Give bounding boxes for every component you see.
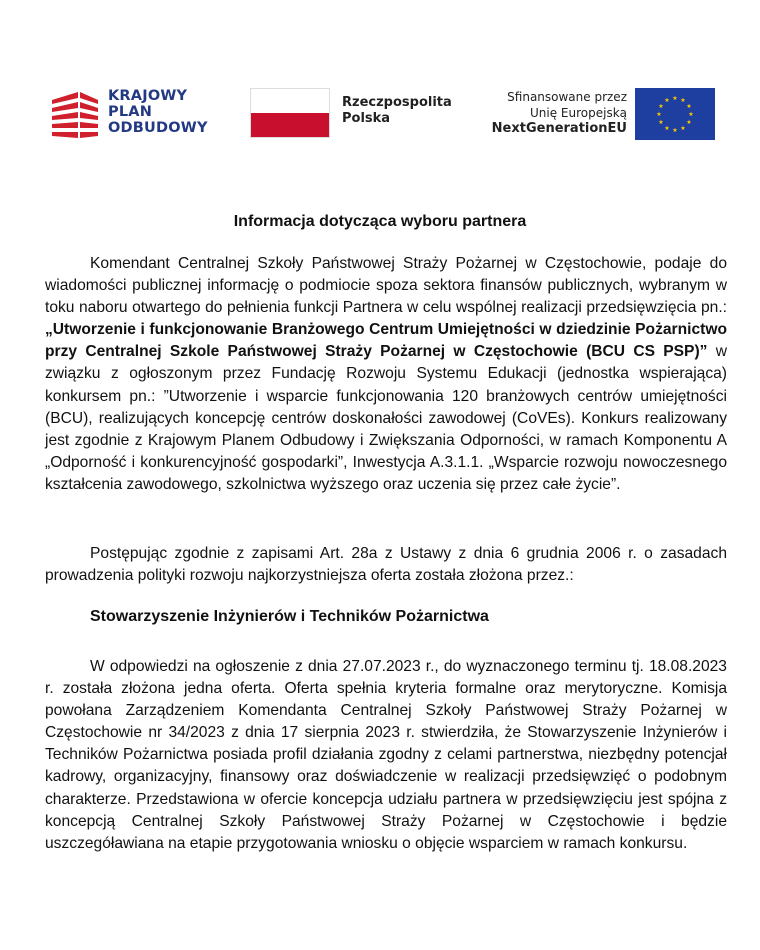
svg-text:★: ★ [664, 97, 670, 104]
svg-text:★: ★ [672, 127, 678, 134]
eu-line: Sfinansowane przez [507, 90, 627, 104]
kpo-building-icon [50, 90, 100, 140]
paragraph-1 [45, 253, 727, 496]
kpo-logo [50, 88, 220, 140]
svg-text:★: ★ [680, 125, 686, 132]
selected-partner-name: Stowarzyszenie Inżynierów i Techników Pożarnictwa [90, 608, 489, 625]
eu-line-ngeu: NextGenerationEU [491, 121, 627, 136]
kpo-line: PLAN [108, 104, 153, 120]
document-title: Informacja dotycząca wyboru partnera [233, 213, 527, 230]
paragraph-2-text: Postępując zgodnie z zapisami Art. 28a z Ustawy z dnia 6 grudnia 2006 r. o zasadach prowadzenia polityki rozwoju najkorzystniejsza oferta została złożona przez.: [45, 545, 727, 585]
rp-line: Polska [342, 111, 391, 126]
svg-text:★: ★ [656, 111, 662, 118]
project-name: „Utworzenie i funkcjonowanie Branżowego Centrum Umiejętności w dziedzinie Pożarnictwo przy Centralnej Szkole Państwowej Straży Pożarnej w Częstochowie (BCU CS PSP)” [45, 321, 727, 361]
paragraph-1-intro: Komendant Centralnej Szkoły Państwowej Straży Pożarnej w Częstochowie, podaje do wiadomości publicznej informację o podmiocie spoza sektora finansów publicznych, wybranym w toku naboru otwartego do pełnienia funkcji Partnera w celu wspólnej realizacji przedsięwzięcia pn.: [45, 255, 727, 317]
polish-flag-icon [250, 88, 330, 138]
svg-text:★: ★ [686, 103, 692, 110]
paragraph-2 [45, 543, 727, 587]
svg-text:★: ★ [658, 119, 664, 126]
paragraph-3-text: W odpowiedzi na ogłoszenie z dnia 27.07.2023 r., do wyznaczonego terminu tj. 18.08.2023 r. została złożona jedna oferta. Oferta spełnia kryteria formalne oraz merytoryczne. Komisja powołana Zarządzeniem Komendanta Centralnej Szkoły Państwowej Straży Pożarnej w Częstochowie nr 34/2023 z dnia 17 sierpnia 2023 r. stwierdziła, że Stowarzyszenie Inżynierów i Techników Pożarnictwa posiada profil działania zgodny z celami partnerstwa, niezbędny potencjał kadrowy, organizacyjny, finansowy oraz doświadczenie w realizacji przedsięwzięć o podobnym charakterze. Przedstawiona w ofercie koncepcja udziału partnera w przedsięwzięciu jest spójna z koncepcją Centralnej Szkoły Państwowej Straży Pożarnej w Częstochowie i będzie uszczegóławiana na etapie przygotowania wniosku o objęcie wsparciem w ramach konkursu. [45, 658, 727, 852]
svg-text:★: ★ [688, 111, 694, 118]
svg-text:★: ★ [664, 125, 670, 132]
kpo-line: KRAJOWY [108, 88, 188, 104]
eu-logo [480, 86, 715, 142]
rp-line: Rzeczpospolita [342, 95, 452, 110]
rp-logo [250, 86, 460, 142]
paragraph-3 [45, 656, 727, 855]
eu-flag-icon [635, 88, 715, 140]
logo-header [50, 86, 715, 142]
svg-text:★: ★ [672, 95, 678, 102]
paragraph-1-rest: w związku z ogłoszonym przez Fundację Rozwoju Systemu Edukacji (jednostka wspierająca) konkursem pn.: ”Utworzenie i wsparcie funkcjonowania 120 branżowych centrów umiejętności (BCU), realizujących koncepcję centrów doskonałości zawodowej (CoVEs). Konkurs realizowany jest zgodnie z Krajowym Planem Odbudowy i Zwiększania Odporności, w ramach Komponentu A „Odporność i konkurencyjność gospodarki”, Inwestycja A.3.1.1. „Wsparcie rozwoju nowoczesnego kształcenia zawodowego, szkolnictwa wyższego oraz uczenia się przez całe życie”. [45, 343, 727, 493]
svg-text:★: ★ [680, 97, 686, 104]
svg-text:★: ★ [686, 119, 692, 126]
kpo-line: ODBUDOWY [108, 120, 208, 136]
svg-text:★: ★ [658, 103, 664, 110]
eu-line: Unię Europejską [529, 106, 627, 120]
